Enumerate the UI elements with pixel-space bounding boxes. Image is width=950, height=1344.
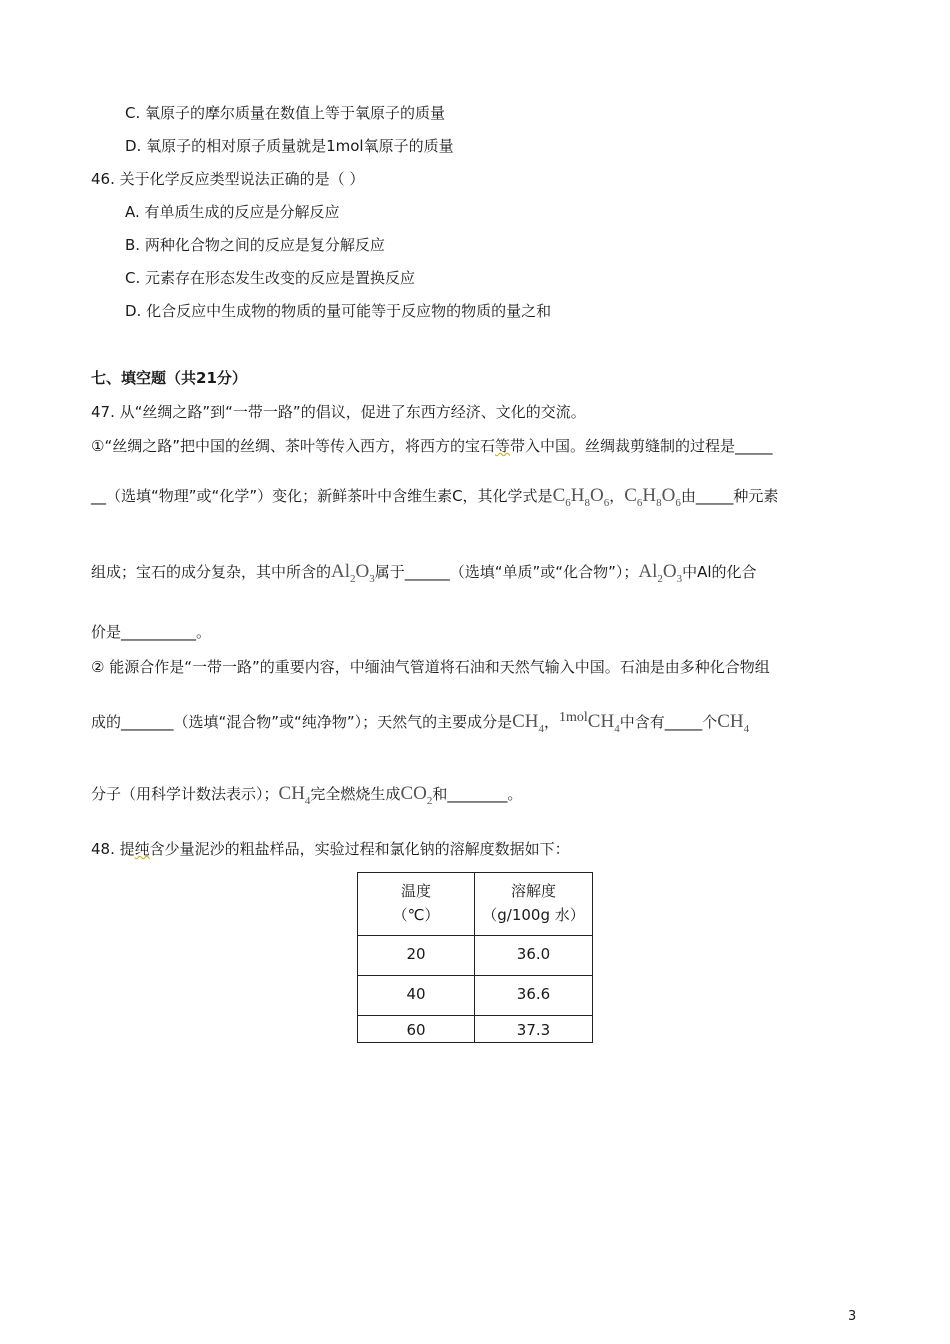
section-heading: 七、填空题（共21分） [91,369,247,387]
q47-part1-line4: 价是__________。 [91,623,212,641]
q47-stem: 47. 从“丝绸之路”到“一带一路”的倡议，促进了东西方经济、文化的交流。 [91,403,586,421]
formula-ch4: $CH_4$ [587,711,620,735]
formula-al2o3: $Al_2O_3$ [331,561,375,585]
grammar-mark: 等 [495,437,511,455]
page-number: 3 [848,1309,857,1324]
table-row [358,976,593,1016]
q45-option-c: C. 氧原子的摩尔质量在数值上等于氧原子的质量 [125,104,446,122]
q47-part1-line3: 组成；宝石的成分复杂，其中所含的$Al_2O_3$属于______（选填“单质”或“化合物”）；$Al_2O_3$中Al的化合 [91,561,757,585]
formula-al2o3: $Al_2O_3$ [638,561,683,585]
header-solubility: 溶解度 （g/100g 水） [475,873,593,936]
solubility-table [357,872,593,1043]
cell-solubility: 36.6 [475,976,593,1016]
cell-temp: 40 [358,976,475,1016]
table-row [358,936,593,976]
header-temperature: 温度 （℃） [358,873,475,936]
q46-option-b: B. 两种化合物之间的反应是复分解反应 [125,236,385,254]
q46-option-d: D. 化合反应中生成物的物质的量可能等于反应物的物质的量之和 [125,302,552,320]
q45-option-d: D. 氧原子的相对原子质量就是1mol氧原子的质量 [125,137,454,155]
table-header-row [358,873,593,936]
formula-ch4: $CH_4$ [717,711,750,735]
q46-stem: 46. 关于化学反应类型说法正确的是（ ） [91,170,365,188]
q47-part1-line2: __（选填“物理”或“化学”）变化；新鲜茶叶中含维生素C，其化学式是$C_6H_8O_6$，$C_6H_8O_6$由_____种元素 [91,485,779,509]
q47-part2-line3: 分子（用科学计数法表示）；$CH_4$完全燃烧生成$CO_2$和________。 [91,783,523,807]
formula-ch4: $CH_4$ [278,783,311,807]
q47-part2-line2: 成的_______（选填“混合物”或“纯净物”）；天然气的主要成分是$CH_4$，1molCH$_4$中含有_____个$CH_4$ [91,710,750,735]
formula-ch4: $CH_4$ [512,711,544,735]
q46-option-c: C. 元素存在形态发生改变的反应是置换反应 [125,269,416,287]
q46-option-a: A. 有单质生成的反应是分解反应 [125,203,340,221]
table-row [358,1016,593,1043]
q47-part1-line1: ①“丝绸之路”把中国的丝绸、茶叶等传入西方，将西方的宝石等带入中国。丝绸裁剪缝制的过程是_____ [91,437,773,455]
cell-temp: 20 [358,936,475,976]
formula-vitamin-c: $C_6H_8O_6$ [624,485,681,509]
cell-solubility: 37.3 [475,1016,593,1043]
grammar-mark: 纯 [134,840,150,858]
q47-part2-line1: ② 能源合作是“一带一路”的重要内容，中缅油气管道将石油和天然气输入中国。石油是由多种化合物组 [91,658,770,676]
formula-vitamin-c: $C_6H_8O_6$ [552,485,610,509]
cell-temp: 60 [358,1016,475,1043]
cell-solubility: 36.0 [475,936,593,976]
q48-stem: 48. 提纯含少量泥沙的粗盐样品，实验过程和氯化钠的溶解度数据如下： [91,840,570,858]
formula-co2: $CO_2$ [400,783,433,807]
